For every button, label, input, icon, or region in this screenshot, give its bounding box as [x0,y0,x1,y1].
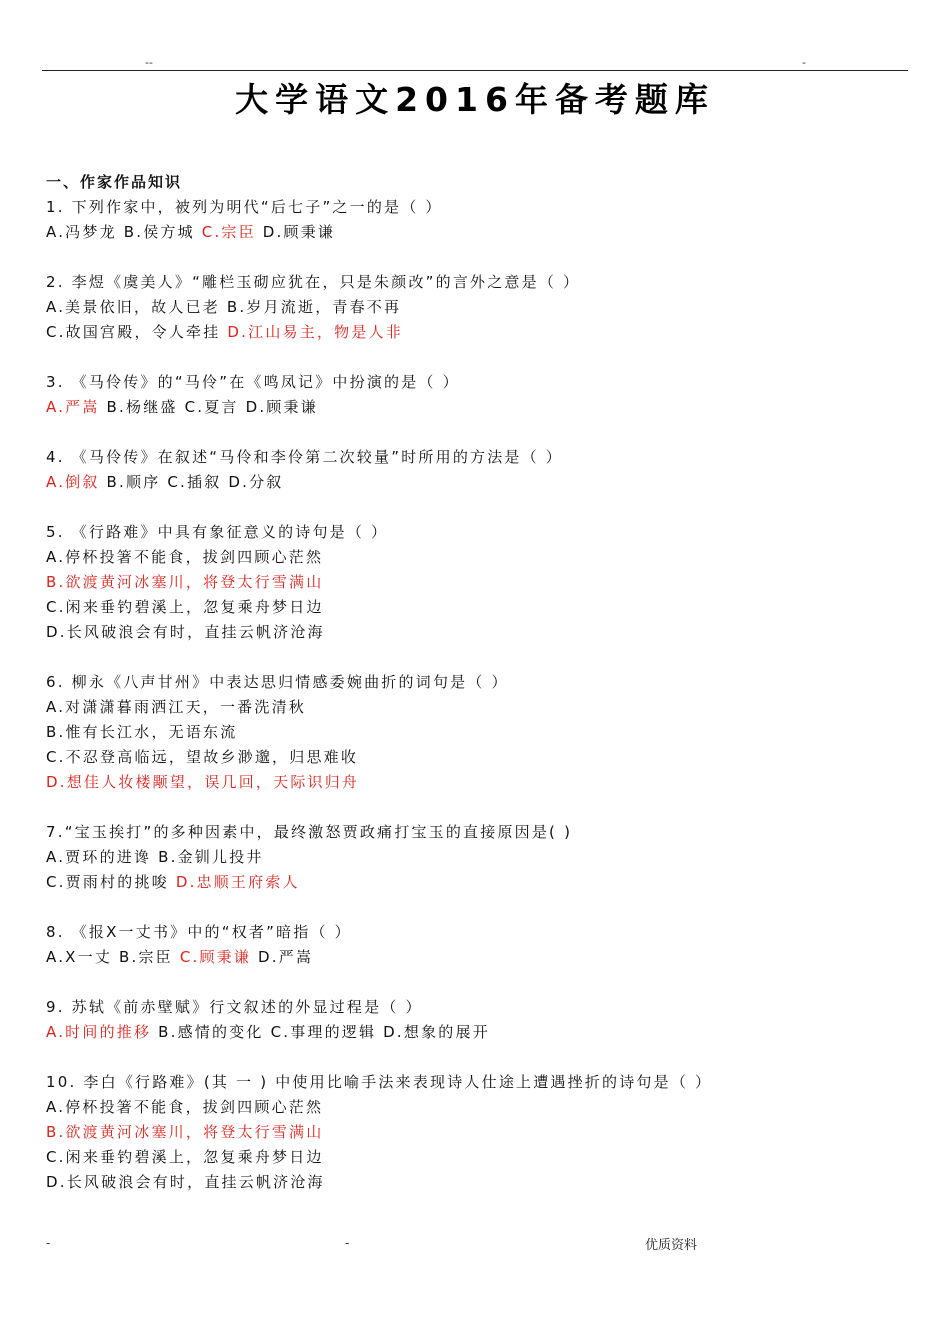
option-d: D.长风破浪会有时，直挂云帆济沧海 [46,623,325,641]
option-text: D.顾秉谦 [255,223,336,241]
question-options: A.美景依旧，故人已老 B.岁月流逝，青春不再 [46,298,402,316]
question-stem: 9. 苏轼《前赤壁赋》行文叙述的外显过程是（ ） [46,998,423,1016]
option-text: C.故国宫殿，令人牵挂 [46,323,228,341]
question-1 [46,195,906,245]
option-text: A.X一丈 B.宗臣 [46,948,180,966]
option-a: A.对潇潇暮雨洒江天，一番洗清秋 [46,698,306,716]
option-text: B.杨继盛 C.夏言 D.顾秉谦 [99,398,318,416]
option-text: D.严嵩 [251,948,314,966]
question-options: A.贾环的进谗 B.金钏儿投井 [46,848,264,866]
question-10 [46,1070,906,1195]
correct-answer: D.江山易主，物是人非 [227,323,403,341]
question-8 [46,920,906,970]
question-stem: 6. 柳永《八声甘州》中表达思归情感委婉曲折的词句是（ ） [46,673,509,691]
option-a: A.停杯投箸不能食，拔剑四顾心茫然 [46,1098,324,1116]
correct-answer: A.倒叙 [46,473,100,491]
correct-answer: C.顾秉谦 [179,948,252,966]
question-3 [46,370,906,420]
question-6 [46,670,906,795]
question-options [46,395,906,420]
question-stem: 7.“宝玉挨打”的多种因素中，最终激怒贾政痛打宝玉的直接原因是( ) [46,823,573,841]
question-stem: 8. 《报X一丈书》中的“权者”暗指（ ） [46,923,352,941]
question-options [46,320,906,345]
correct-answer: B.欲渡黄河冰塞川，将登太行雪满山 [46,1123,324,1141]
page-title: 大学语文2016年备考题库 [235,80,715,119]
question-list [46,170,906,1220]
header-mark-right: - [802,56,806,69]
option-b: B.惟有长江水，无语东流 [46,723,238,741]
correct-answer: A.时间的推移 [46,1023,152,1041]
correct-answer: C.宗臣 [201,223,256,241]
correct-answer: D.忠顺王府索人 [175,873,300,891]
option-c: C.闲来垂钓碧溪上，忽复乘舟梦日边 [46,1148,324,1166]
question-stem: 5. 《行路难》中具有象征意义的诗句是（ ） [46,523,389,541]
question-options [46,220,906,245]
section-title: 一、作家作品知识 [46,173,183,191]
correct-answer: D.想佳人妆楼颙望，误几回，天际识归舟 [46,773,360,791]
question-2 [46,270,906,345]
question-stem: 3. 《马伶传》的“马伶”在《鸣凤记》中扮演的是（ ） [46,373,460,391]
header-mark-left: -- [145,56,153,69]
footer-label: 优质资料 [645,1238,698,1253]
question-stem: 4. 《马伶传》在叙述“马伶和李伶第二次较量”时所用的方法是（ ） [46,448,563,466]
question-5 [46,520,906,645]
option-a: A.停杯投箸不能食，拔剑四顾心茫然 [46,548,324,566]
footer-mark-left: - [46,1236,51,1250]
question-4 [46,445,906,495]
option-text: B.感情的变化 C.事理的逻辑 D.想象的展开 [151,1023,490,1041]
option-text: B.顺序 C.插叙 D.分叙 [99,473,284,491]
question-7 [46,820,906,895]
correct-answer: B.欲渡黄河冰塞川，将登太行雪满山 [46,573,324,591]
option-text: C.贾雨村的挑唆 [46,873,176,891]
option-text: A.冯梦龙 B.侯方城 [46,223,202,241]
option-d: D.长风破浪会有时，直挂云帆济沧海 [46,1173,325,1191]
header-rule [42,70,908,71]
question-stem: 2. 李煜《虞美人》“雕栏玉砌应犹在，只是朱颜改”的言外之意是（ ） [46,273,581,291]
question-stem: 10. 李白《行路难》(其 一 ) 中使用比喻手法来表现诗人仕途上遭遇挫折的诗句是（ ） [46,1073,713,1091]
question-options [46,870,906,895]
question-9 [46,995,906,1045]
option-c: C.闲来垂钓碧溪上，忽复乘舟梦日边 [46,598,324,616]
footer-mark-mid: - [345,1236,350,1250]
question-options [46,945,906,970]
question-options [46,1020,906,1045]
question-stem: 1. 下列作家中，被列为明代“后七子”之一的是（ ） [46,198,443,216]
option-c: C.不忍登高临远，望故乡渺邈，归思难收 [46,748,359,766]
correct-answer: A.严嵩 [46,398,100,416]
question-options [46,470,906,495]
